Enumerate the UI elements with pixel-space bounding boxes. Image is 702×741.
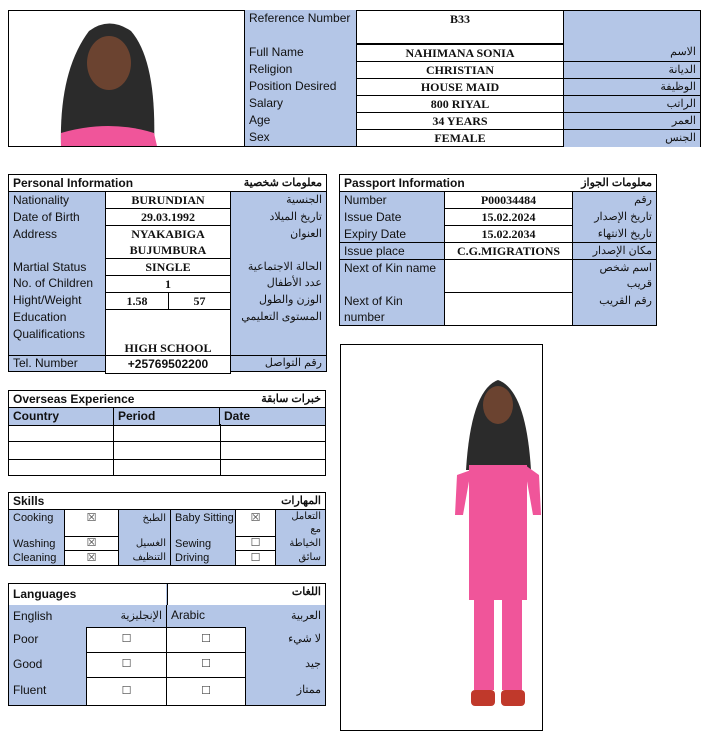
passport-number-ar: رقم <box>634 194 652 206</box>
skill-driving-ar: سائق <box>298 552 321 563</box>
religion-ar: الديانة <box>564 61 700 79</box>
height-weight-ar: الوزن والطول <box>259 294 322 306</box>
skill-babysitting-label: Baby Sitting <box>175 512 234 524</box>
level-poor-label: Poor <box>13 632 39 646</box>
dob-label: Date of Birth <box>13 210 80 224</box>
position-label: Position Desired <box>245 78 356 95</box>
salary-label: Salary <box>245 95 356 112</box>
marital-label: Martial Status <box>13 260 87 274</box>
address-ar: العنوان <box>290 228 322 240</box>
skill-cleaning-checkbox[interactable]: ☒ <box>64 550 119 566</box>
kin-number-value <box>444 292 573 326</box>
skill-driving-checkbox[interactable]: ☐ <box>235 550 276 566</box>
skill-babysitting-checkbox[interactable]: ☒ <box>235 509 276 537</box>
skill-sewing-ar: الخياطة <box>289 538 321 549</box>
overseas-title-ar: خبرات سابقة <box>261 393 321 405</box>
passport-info-title: Passport Information <box>340 175 540 192</box>
level-fluent-label: Fluent <box>13 683 47 697</box>
languages-title: Languages <box>9 584 166 605</box>
education-label: Education Qualifications <box>13 310 86 341</box>
level-fluent-ar: ممتاز <box>296 684 321 696</box>
sex-ar: الجنس <box>564 129 700 147</box>
skill-cooking-ar: الطبخ <box>142 513 166 524</box>
sex-value: FEMALE <box>356 129 564 147</box>
full-name-label: Full Name <box>245 44 356 61</box>
english-fluent-checkbox[interactable]: ☐ <box>86 677 167 706</box>
english-ar: الإنجليزية <box>120 610 162 622</box>
education-ar: المستوى التعليمي <box>241 311 322 323</box>
skill-washing-label: Washing <box>13 538 56 550</box>
level-good-label: Good <box>13 657 43 671</box>
column-country: Country <box>9 407 113 426</box>
full-body-photo-frame <box>340 344 543 731</box>
religion-label: Religion <box>245 61 356 78</box>
level-good-ar: جيد <box>305 658 321 670</box>
skill-driving-label: Driving <box>175 552 210 564</box>
english-good-checkbox[interactable]: ☐ <box>86 652 167 678</box>
reference-label: Reference Number <box>245 10 356 44</box>
issue-place-ar: مكان الإصدار <box>592 245 652 257</box>
issue-date-ar: تاريخ الإصدار <box>594 211 652 223</box>
tel-value: +25769502200 <box>105 355 231 374</box>
full-name-value: NAHIMANA SONIA <box>356 44 564 63</box>
address-value: NYAKABIGA BUJUMBURA <box>105 225 231 259</box>
issue-date-label: Issue Date <box>344 210 402 224</box>
weight-value: 57 <box>168 292 231 311</box>
expiry-date-value: 15.02.2034 <box>444 225 573 244</box>
kin-number-label: Next of Kin number <box>344 294 403 324</box>
arabic-good-checkbox[interactable]: ☐ <box>166 652 246 678</box>
issue-place-label: Issue place <box>344 244 405 258</box>
address-label: Address <box>13 227 58 241</box>
religion-value: CHRISTIAN <box>356 61 564 80</box>
full-body-photo <box>341 345 542 730</box>
passport-number-label: Number <box>344 193 387 207</box>
skills-title: Skills <box>9 493 209 509</box>
skill-cooking-checkbox[interactable]: ☒ <box>64 509 119 537</box>
personal-info-title-ar: معلومات شخصية <box>209 175 326 192</box>
english-poor-checkbox[interactable]: ☐ <box>86 627 167 653</box>
skill-sewing-checkbox[interactable]: ☐ <box>235 536 276 551</box>
languages-title-ar: اللغات <box>167 584 325 605</box>
column-period: Period <box>113 407 220 426</box>
skills-title-ar: المهارات <box>209 493 325 509</box>
kin-name-ar: اسم شخص قريب <box>599 262 652 290</box>
overseas-empty-rows <box>8 441 326 460</box>
expiry-date-ar: تاريخ الانتهاء <box>597 228 652 240</box>
skill-babysitting-ar: التعامل مع <box>291 511 321 535</box>
skill-cleaning-label: Cleaning <box>13 552 57 564</box>
full-name-ar: الاسم <box>564 44 700 61</box>
education-value: HIGH SCHOOL <box>105 309 231 356</box>
position-value: HOUSE MAID <box>356 78 564 97</box>
kin-number-ar: رقم القريب <box>599 295 652 307</box>
children-label: No. of Children <box>13 276 94 290</box>
tel-label: Tel. Number <box>13 356 78 370</box>
personal-info-title: Personal Information <box>9 175 209 192</box>
salary-ar: الراتب <box>564 95 700 113</box>
nationality-value: BURUNDIAN <box>105 191 231 210</box>
age-value: 34 YEARS <box>356 112 564 131</box>
arabic-poor-checkbox[interactable]: ☐ <box>166 627 246 653</box>
nationality-label: Nationality <box>13 193 70 207</box>
english-label: English <box>13 609 53 623</box>
kin-name-value <box>444 259 573 293</box>
salary-value: 800 RIYAL <box>356 95 564 114</box>
skill-cooking-label: Cooking <box>13 512 54 524</box>
children-value: 1 <box>105 275 231 294</box>
skill-washing-checkbox[interactable]: ☒ <box>64 536 119 551</box>
level-poor-ar: لا شيء <box>288 633 321 645</box>
skill-washing-ar: الغسيل <box>135 538 166 549</box>
skill-cleaning-ar: التنظيف <box>132 552 166 563</box>
arabic-label: Arabic <box>166 605 246 627</box>
tel-ar: رقم التواصل <box>264 357 322 369</box>
nationality-ar: الجنسية <box>286 194 322 206</box>
height-value: 1.58 <box>105 292 169 311</box>
overseas-title: Overseas Experience <box>13 392 135 406</box>
kin-name-label: Next of Kin name <box>344 261 437 275</box>
column-date: Date <box>220 407 325 426</box>
issue-place-value: C.G.MIGRATIONS <box>444 242 573 261</box>
arabic-ar: العربية <box>290 610 321 622</box>
dob-ar: تاريخ الميلاد <box>269 211 322 223</box>
arabic-fluent-checkbox[interactable]: ☐ <box>166 677 246 706</box>
portrait-photo-frame <box>8 10 245 147</box>
reference-value: B33 <box>356 10 564 44</box>
expiry-date-label: Expiry Date <box>344 227 407 241</box>
dob-value: 29.03.1992 <box>105 208 231 227</box>
marital-value: SINGLE <box>105 258 231 277</box>
skill-sewing-label: Sewing <box>175 538 212 550</box>
sex-label: Sex <box>245 129 356 146</box>
portrait-photo <box>9 11 244 146</box>
children-ar: عدد الأطفال <box>266 277 322 289</box>
position-ar: الوظيفة <box>564 78 700 96</box>
issue-date-value: 15.02.2024 <box>444 208 573 227</box>
passport-number-value: P00034484 <box>444 191 573 210</box>
age-ar: العمر <box>564 112 700 130</box>
passport-info-title-ar: معلومات الجواز <box>540 175 656 192</box>
height-weight-label: Hight/Weight <box>13 293 82 307</box>
marital-ar: الحالة الاجتماعية <box>247 261 322 273</box>
age-label: Age <box>245 112 356 129</box>
